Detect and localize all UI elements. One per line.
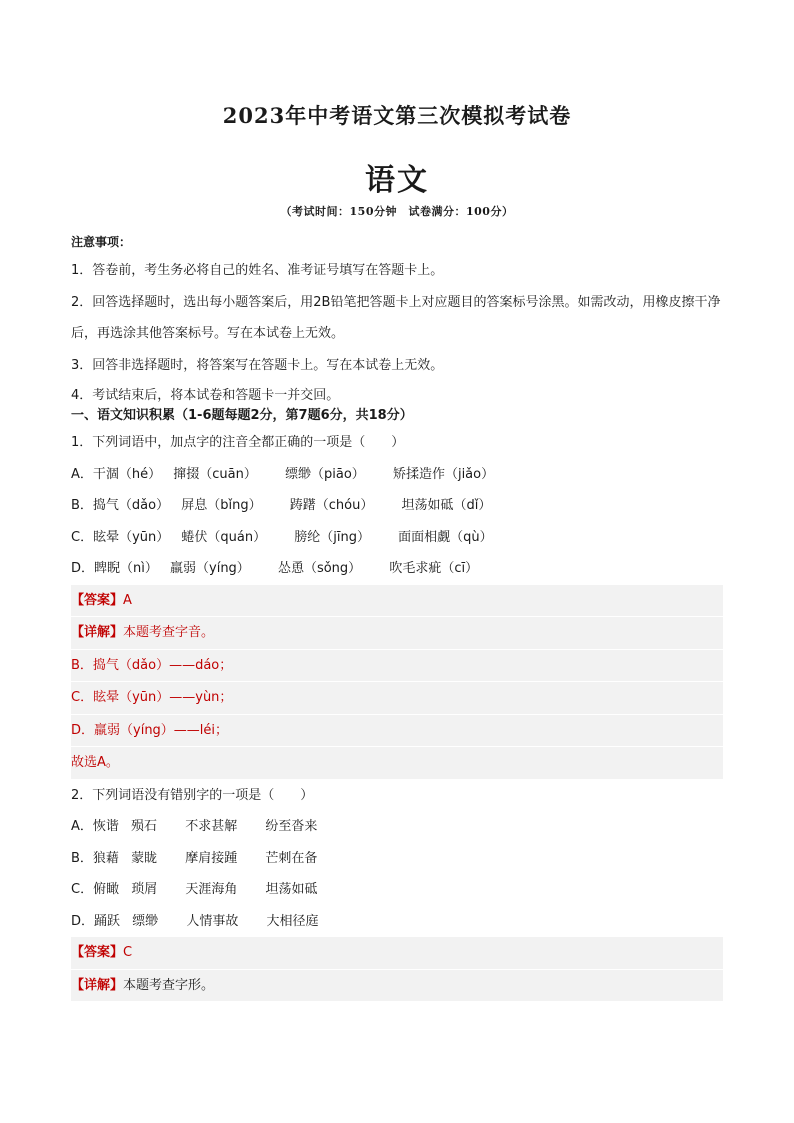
option-text: 面面相觑（qù） [398, 529, 493, 545]
option-row-b [71, 843, 723, 875]
option-text: 琐屑 [131, 882, 158, 897]
detail-line: B．捣气（dǎo）——dáo； [71, 650, 723, 683]
option-text: 大相径庭 [266, 913, 319, 929]
option-row-a [71, 811, 723, 843]
option-text: 摩肩接踵 [185, 850, 238, 866]
answer-box-q1 [71, 585, 723, 780]
option-text: 纷至沓来 [265, 819, 318, 834]
answer-value: A [123, 592, 132, 608]
option-text: 不求甚解 [185, 819, 238, 834]
answer-line [71, 585, 723, 618]
exam-content [71, 229, 723, 1002]
detail-line: C．眩晕（yūn）——yùn； [71, 682, 723, 715]
option-text: 怂恿（sǒng） [277, 561, 362, 576]
explain-text: 本题考查字音。 [123, 625, 215, 640]
option-text: 撺掇（cuān） [173, 466, 257, 482]
answer-label: 【答案】 [71, 592, 124, 608]
option-text: C．俯瞰 [71, 882, 120, 897]
explain-line [71, 970, 723, 1003]
option-text: 坦荡如砥（dǐ） [401, 498, 492, 513]
option-text: 缥缈（piāo） [285, 466, 365, 482]
option-text: B．狼藉 [71, 850, 119, 866]
option-text: 缥缈 [132, 913, 159, 929]
detail-line: D．羸弱（yíng）——léi； [71, 715, 723, 748]
option-text: 羸弱（yíng） [170, 561, 250, 576]
answer-label: 【答案】 [71, 945, 124, 960]
option-row-d [71, 906, 723, 938]
option-text: 膀纶（jīng） [294, 529, 370, 545]
option-text: D．踊跃 [71, 913, 121, 929]
option-text: 坦荡如砥 [265, 882, 318, 897]
option-text: D．睥睨（nì） [71, 561, 158, 576]
explain-line [71, 617, 723, 650]
answer-box-q2 [71, 937, 723, 1002]
exam-title: 2023年中考语文第三次模拟考试卷 [222, 103, 572, 128]
option-text: B．捣气（dǎo） [71, 498, 170, 513]
option-row-d [71, 553, 723, 585]
option-text: 踌躇（chóu） [289, 498, 374, 513]
option-row-c [71, 522, 723, 554]
option-text: 人情事故 [186, 913, 239, 929]
option-row-a [71, 459, 723, 491]
question-stem: 1．下列词语中，加点字的注音全都正确的一项是（ ） [71, 435, 405, 450]
notice-item: 1．答卷前，考生务必将自己的姓名、准考证号填写在答题卡上。 [71, 263, 444, 278]
subject-title: 语文 [365, 163, 429, 198]
option-text: 芒刺在备 [265, 850, 318, 866]
notice-item: 4．考试结束后，将本试卷和答题卡一并交回。 [71, 388, 340, 403]
answer-value: C [123, 945, 133, 960]
notice-item: 3．回答非选择题时，将答案写在答题卡上。写在本试卷上无效。 [71, 357, 444, 373]
option-text: 殒石 [131, 819, 158, 834]
question-stem: 2．下列词语没有错别字的一项是（ ） [71, 787, 314, 803]
explain-label: 【详解】 [71, 625, 124, 640]
notice-item: 2．回答选择题时，选出每小题答案后，用2B铅笔把答题卡上对应题目的答案标号涂黑。如需改动，用橡皮擦干净后，再选涂其他答案标号。写在本试卷上无效。 [71, 294, 721, 341]
option-row-c [71, 874, 723, 906]
option-row-b [71, 490, 723, 522]
option-text: A．干涸（hé） [71, 466, 162, 482]
answer-line [71, 937, 723, 970]
explain-label: 【详解】 [71, 977, 124, 993]
notice-heading: 注意事项： [71, 235, 132, 249]
option-text: C．眩晕（yūn） [71, 529, 170, 545]
option-text: 蜷伏（quán） [181, 529, 267, 545]
explain-text: 本题考查字形。 [123, 977, 215, 993]
section-heading: 一、语文知识积累（1-6题每题2分，第7题6分，共18分） [71, 408, 413, 423]
option-text: 蒙眬 [131, 850, 158, 866]
exam-meta: （考试时间：150分钟 试卷满分：100分） [280, 205, 514, 218]
option-text: A．恢谐 [71, 819, 119, 834]
option-text: 屏息（bǐng） [181, 498, 262, 513]
option-text: 吹毛求疵（cī） [389, 561, 479, 576]
option-text: 天涯海角 [185, 882, 238, 897]
conclusion-line: 故选A。 [71, 747, 723, 780]
option-text: 矫揉造作（jiǎo） [392, 466, 495, 482]
